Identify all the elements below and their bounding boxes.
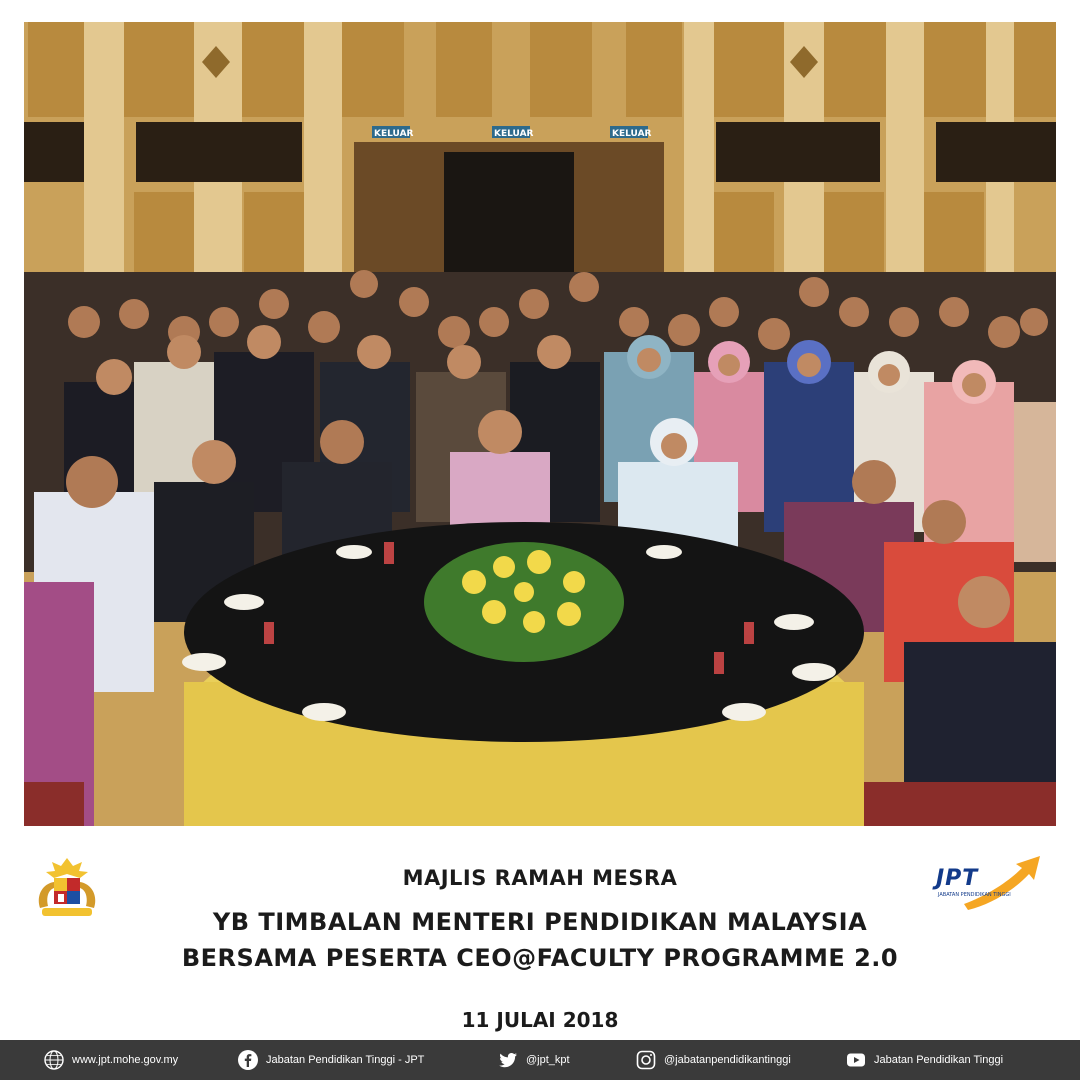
youtube-link[interactable] [846, 1040, 1003, 1080]
event-photo-illustration [24, 22, 1056, 826]
jpt-wordmark: JPT [936, 866, 979, 891]
jpt-subtitle: JABATAN PENDIDIKAN TINGGI [938, 892, 1011, 898]
exit-sign-1: KELUAR [374, 129, 414, 139]
youtube-icon [846, 1050, 866, 1070]
instagram-icon [636, 1050, 656, 1070]
twitter-text: @jpt_kpt [526, 1054, 570, 1066]
caption [0, 826, 1080, 1040]
facebook-icon [238, 1050, 258, 1070]
twitter-icon [498, 1050, 518, 1070]
website-link[interactable] [44, 1040, 178, 1080]
www-globe-icon [44, 1050, 64, 1070]
youtube-text: Jabatan Pendidikan Tinggi [874, 1054, 1004, 1066]
event-subtitle-line1: YB TIMBALAN MENTERI PENDIDIKAN MALAYSIA [212, 908, 868, 936]
instagram-link[interactable] [636, 1040, 791, 1080]
exit-sign-2: KELUAR [494, 129, 534, 139]
twitter-link[interactable] [498, 1040, 570, 1080]
exit-sign-3: KELUAR [612, 129, 652, 139]
event-subtitle-line2: BERSAMA PESERTA CEO@FACULTY PROGRAMME 2.0 [181, 944, 899, 972]
instagram-text: @jabatanpendidikantinggi [664, 1054, 791, 1066]
website-text: www.jpt.mohe.gov.my [72, 1054, 179, 1066]
event-date: 11 JULAI 2018 [461, 1008, 619, 1032]
facebook-link[interactable] [238, 1040, 424, 1080]
social-footer [0, 1040, 1080, 1080]
facebook-text: Jabatan Pendidikan Tinggi - JPT [266, 1054, 425, 1066]
event-photo [24, 22, 1056, 826]
event-title: MAJLIS RAMAH MESRA [402, 866, 678, 890]
